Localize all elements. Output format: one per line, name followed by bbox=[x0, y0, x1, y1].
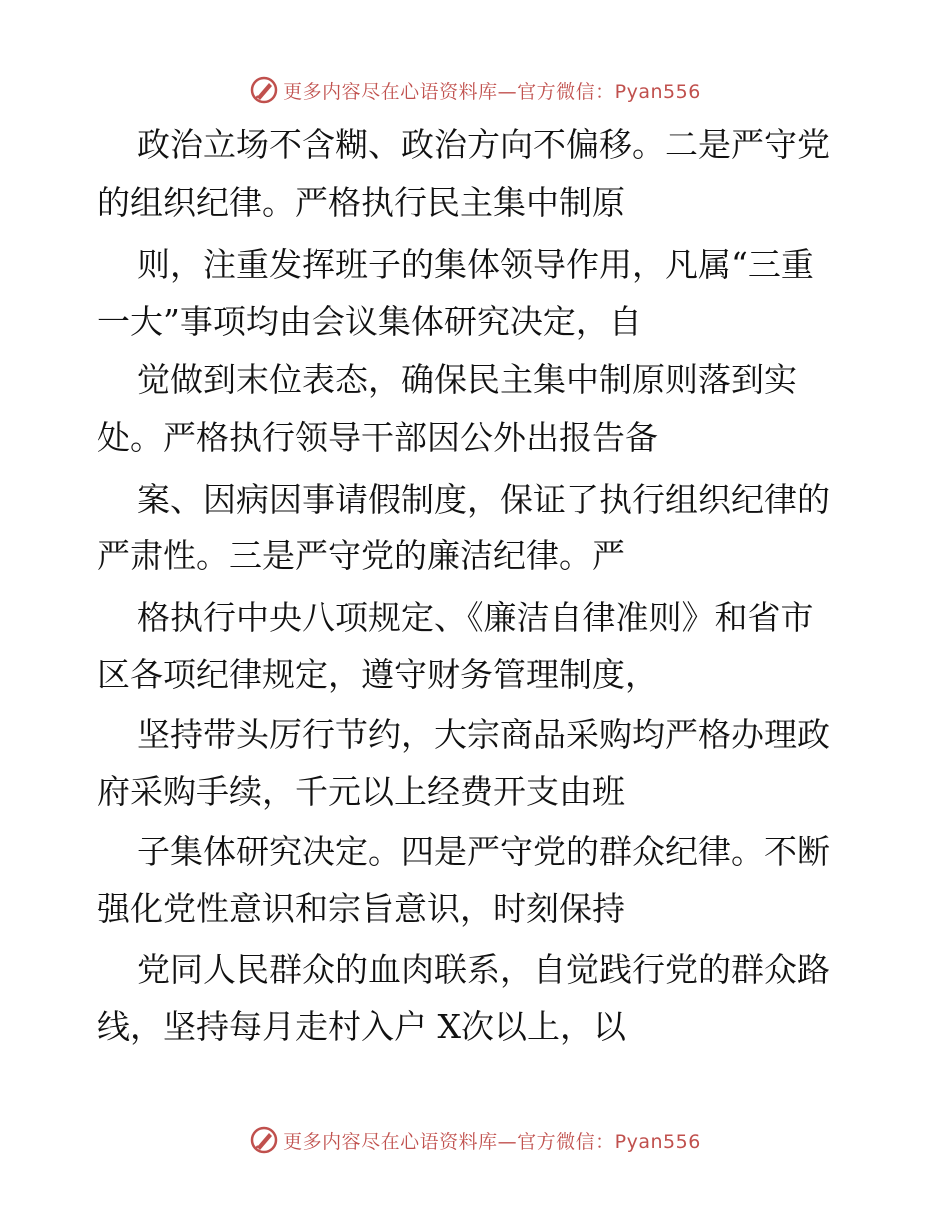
body-line: 则，注重发挥班子的集体领导作用，凡属“三重 bbox=[137, 245, 814, 284]
body-line: 严肃性。三是严守党的廉洁纪律。严 bbox=[97, 536, 625, 575]
pen-quill-logo-icon bbox=[249, 1125, 279, 1155]
body-line: 线，坚持每月走村入户 X次以上，以 bbox=[97, 1007, 626, 1046]
body-line: 的组织纪律。严格执行民主集中制原 bbox=[97, 183, 625, 222]
watermark-text: 更多内容尽在心语资料库—官方微信：Pyan556 bbox=[283, 1130, 701, 1153]
body-line: 子集体研究决定。四是严守党的群众纪律。不断 bbox=[137, 832, 830, 871]
body-line: 格执行中央八项规定、《廉洁自律准则》和省市 bbox=[137, 598, 814, 637]
footer-watermark bbox=[0, 1120, 950, 1160]
pen-quill-logo-icon bbox=[249, 75, 279, 105]
body-line: 一大”事项均由会议集体研究决定，自 bbox=[97, 302, 642, 341]
body-line: 处。严格执行领导干部因公外出报告备 bbox=[97, 418, 658, 457]
body-line: 政治立场不含糊、政治方向不偏移。二是严守党 bbox=[137, 125, 830, 164]
body-line: 案、因病因事请假制度，保证了执行组织纪律的 bbox=[137, 480, 830, 519]
body-line: 强化党性意识和宗旨意识，时刻保持 bbox=[97, 889, 625, 928]
watermark-text: 更多内容尽在心语资料库—官方微信：Pyan556 bbox=[283, 80, 701, 103]
body-line: 坚持带头厉行节约，大宗商品采购均严格办理政 bbox=[137, 715, 830, 754]
body-line: 党同人民群众的血肉联系，自觉践行党的群众路 bbox=[137, 950, 830, 989]
body-line: 区各项纪律规定，遵守财务管理制度， bbox=[97, 655, 658, 694]
body-line: 觉做到末位表态，确保民主集中制原则落到实 bbox=[137, 360, 797, 399]
header-watermark bbox=[0, 70, 950, 110]
body-line: 府采购手续，千元以上经费开支由班 bbox=[97, 772, 625, 811]
